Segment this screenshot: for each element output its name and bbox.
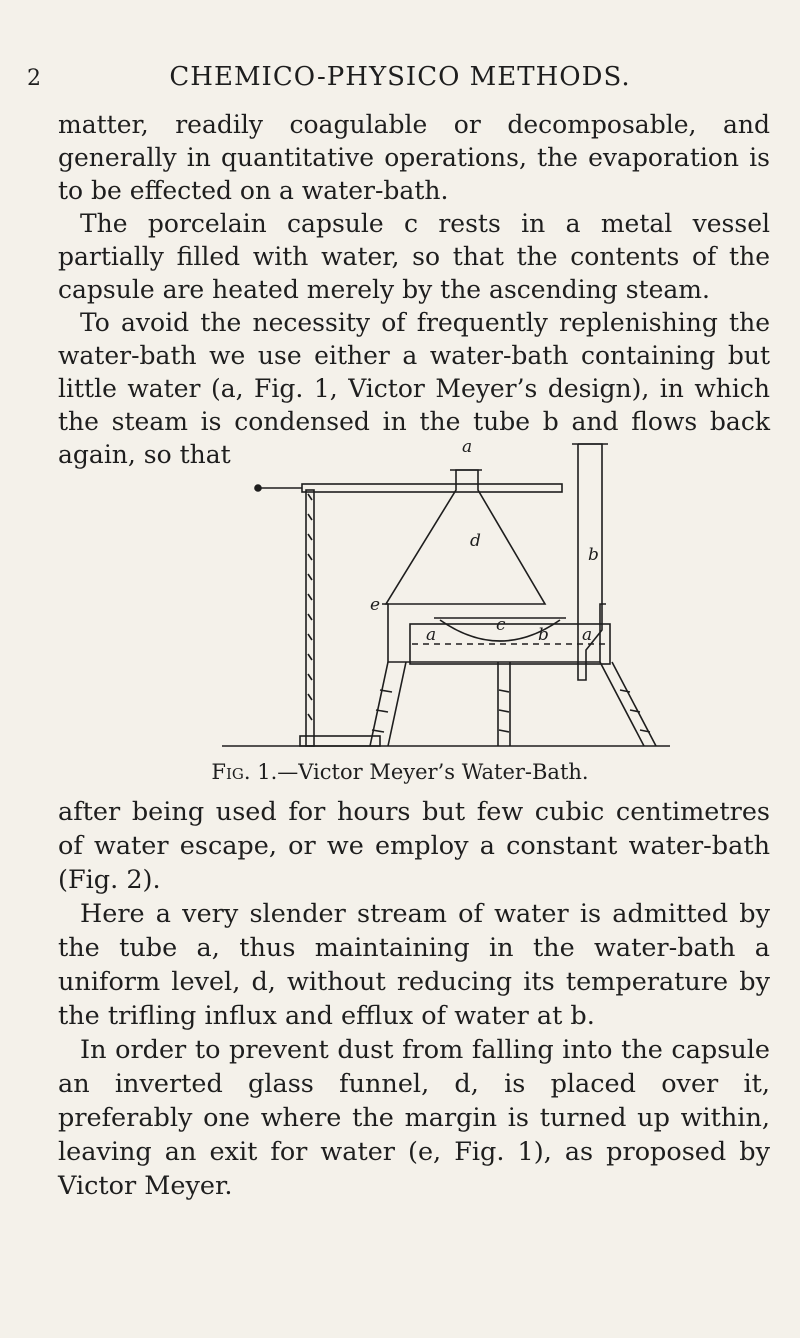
clamp-arm [302, 484, 562, 492]
funnel-outline [386, 470, 545, 604]
paragraph: matter, readily coagulable or decomposable, and generally in quantitative operations, the evaporation is to be effected on a water-bath. [58, 110, 770, 205]
water-bath-illustration [220, 430, 680, 754]
leg-right [600, 662, 656, 746]
paragraph: In order to prevent dust from falling into the capsule an inverted glass funnel, d, is placed over it, preferably one where the margin is turned up within, leaving an exit for water (e, Fig. 1), as proposed by Victor Meyer. [58, 1035, 770, 1201]
stand-base [300, 736, 380, 746]
vessel-rim [382, 604, 606, 662]
label-funnel-d: d [470, 531, 481, 551]
label-inner-a-left: a [426, 625, 437, 645]
label-inner-a-right: a [582, 625, 593, 645]
leg-left [370, 662, 406, 746]
label-e: e [370, 595, 381, 615]
caption-prefix: Fig. 1. [211, 760, 278, 784]
label-top-a: a [462, 437, 473, 457]
caption-text: —Victor Meyer’s Water-Bath. [277, 760, 589, 784]
paragraph: The porcelain capsule c rests in a metal vessel partially filled with water, so that the contents of the capsule are heated merely by the ascending steam. [58, 209, 770, 304]
paragraph: after being used for hours but few cubic centimetres of water escape, or we employ a constant water-bath (Fig. 2). [58, 797, 770, 895]
label-inner-b: b [538, 625, 549, 645]
figure-caption [0, 760, 800, 784]
label-tube-b: b [588, 545, 599, 565]
running-head: CHEMICO-PHYSICO METHODS. [169, 62, 631, 92]
leg-middle [498, 662, 510, 746]
text-block-bottom [58, 795, 770, 1203]
paragraph: Here a very slender stream of water is admitted by the tube a, thus maintaining in the water-bath a uniform level, d, without reducing its temperature by the trifling influx and efflux of water at b. [58, 899, 770, 1031]
page-number: 2 [27, 66, 41, 91]
figure-water-bath [220, 430, 680, 754]
paragraph: To avoid the necessity of frequently replenishing the water-bath we use either a water-bath containing but little water (a, Fig. 1, Victor Meyer’s design), in which the steam is condensed in the tube b and flows back again, so that [58, 308, 770, 469]
text-block-top [58, 108, 770, 471]
label-capsule-c: c [496, 615, 506, 635]
